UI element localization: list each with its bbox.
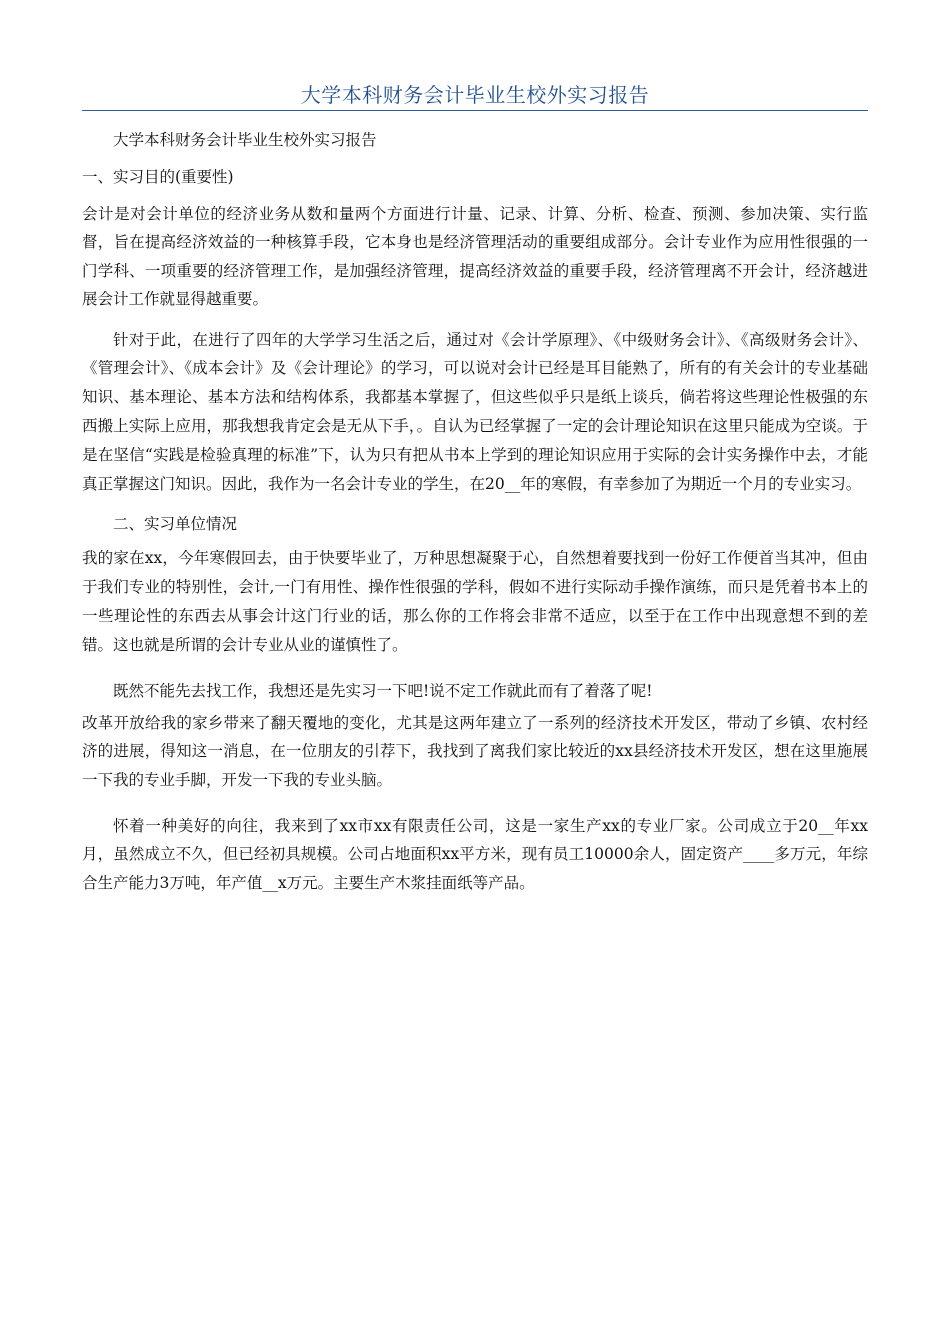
section-heading-2: 二、实习单位情况 xyxy=(113,515,238,534)
document-body xyxy=(82,126,868,897)
paragraph: 我的家在xx，今年寒假回去，由于快要毕业了，万种思想凝聚于心，自然想着要找到一份好工作便首当其冲，但由于我们专业的特别性，会计,一门有用性、操作性很强的学科，假如不进行实际动手操作演练，而只是凭着书本上的一些理论性的东西去从事会计这门行业的话，那么你的工作将会非常不适应，以至于在工作中出现意想不到的差错。这也就是所谓的会计专业从业的谨慎性了。 xyxy=(82,549,868,654)
title-underline xyxy=(82,110,868,111)
paragraph: 怀着一种美好的向往，我来到了xx市xx有限责任公司，这是一家生产xx的专业厂家。公司成立于20__年xx月，虽然成立不久，但已经初具规模。公司占地面积xx平方米，现有员工10000余人，固定资产____多万元，年综合生产能力3万吨，年产值__x万元。主要生产木浆挂面纸等产品。 xyxy=(82,816,868,892)
document-title: 大学本科财务会计毕业生校外实习报告 xyxy=(300,83,650,107)
section-heading-1: 一、实习目的(重要性) xyxy=(82,168,234,186)
paragraph: 既然不能先去找工作，我想还是先实习一下吧!说不定工作就此而有了着落了呢! xyxy=(113,681,653,700)
paragraph: 改革开放给我的家乡带来了翻天覆地的变化，尤其是这两年建立了一系列的经济技术开发区，带动了乡镇、农村经济的进展，得知这一消息，在一位朋友的引荐下，我找到了离我们家比较近的xx县经济技术开发区，想在这里施展一下我的专业手脚，开发一下我的专业头脑。 xyxy=(82,713,868,790)
paragraph: 会计是对会计单位的经济业务从数和量两个方面进行计量、记录、计算、分析、检查、预测、参加决策、实行监督，旨在提高经济效益的一种核算手段，它本身也是经济管理活动的重要组成部分。会计专业作为应用性很强的一门学科、一项重要的经济管理工作，是加强经济管理，提高经济效益的重要手段，经济管理离不开会计，经济越进展会计工作就显得越重要。 xyxy=(82,205,868,309)
body-heading: 大学本科财务会计毕业生校外实习报告 xyxy=(113,131,377,149)
paragraph: 针对于此，在进行了四年的大学学习生活之后，通过对《会计学原理》、《中级财务会计》、《高级财务会计》、《管理会计》、《成本会计》及《会计理论》的学习，可以说对会计已经是耳目能熟了，所有的有关会计的专业基础知识、基本理论、基本方法和结构体系，我都基本掌握了，但这些似乎只是纸上谈兵，倘若将这些理论性极强的东西搬上实际上应用，那我想我肯定会是无从下手，。自认为已经掌握了一定的会计理论知识在这里只能成为空谈。于是在坚信“实践是检验真理的标准”下，认为只有把从书本上学到的理论知识应用于实际的会计实务操作中去，才能真正掌握这门知识。因此，我作为一名会计专业的学生，在20__年的寒假，有幸参加了为期近一个月的专业实习。 xyxy=(82,330,868,493)
